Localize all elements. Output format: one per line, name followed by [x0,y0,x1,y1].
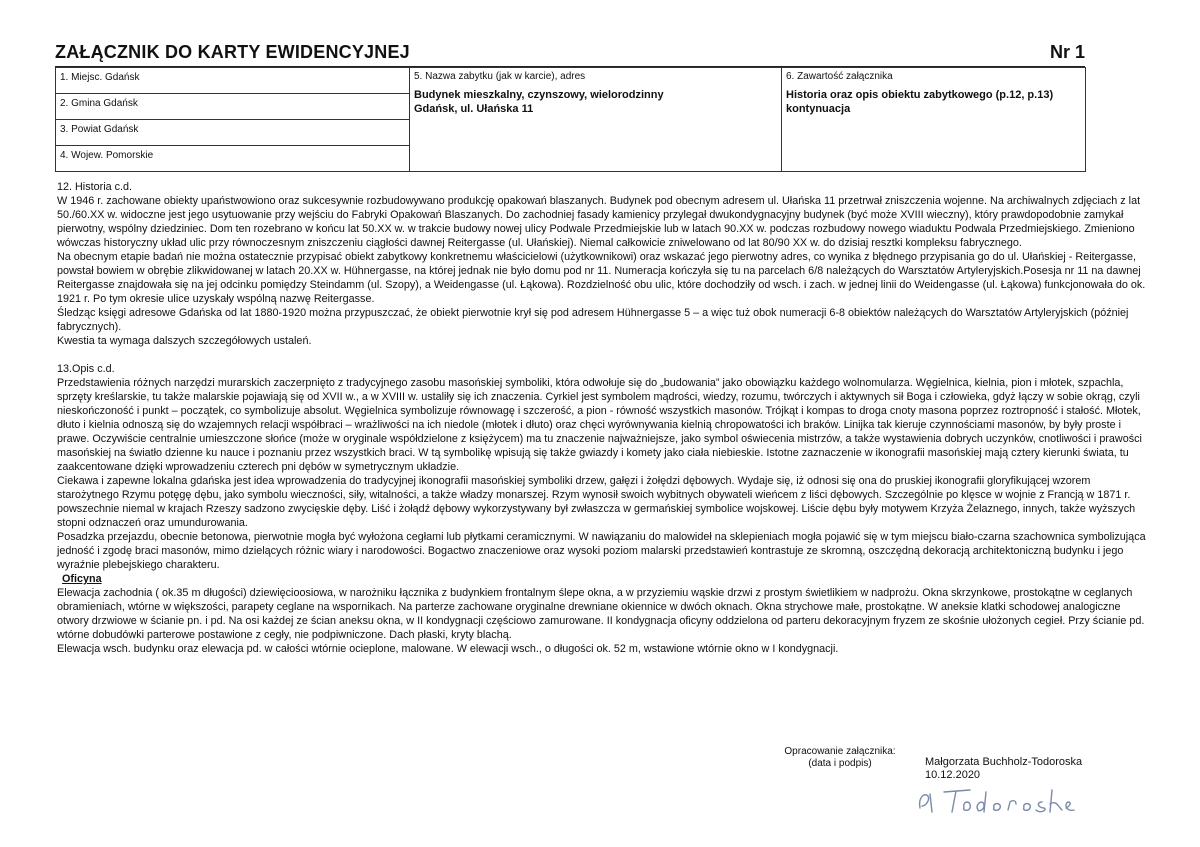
attachment-number: Nr 1 [1049,42,1085,62]
gmina-cell [56,94,410,120]
signature-drawing [912,780,1082,820]
powiat-label: 3. Powiat Gdańsk [60,124,139,135]
metadata-table [55,67,1086,172]
handwritten-signature [912,780,1082,825]
footer-label [770,746,910,770]
document-title: ZAŁĄCZNIK DO KARTY EWIDENCYJNEJ [55,42,410,62]
contents-value-line1: Historia oraz opis obiektu zabytkowego (p.12, p.13) [786,89,1054,101]
wojew-label: 4. Wojew. Pomorskie [60,150,154,161]
monument-label: 5. Nazwa zabytku (jak w karcie), adres [414,71,586,82]
prepared-date: 10.12.2020 [925,769,981,781]
history-paragraph: Na obecnym etapie badań nie można ostatecznie przypisać obiekt zabytkowy konkretnemu właścicielowi (użytkownikowi) oraz wskazać jego pierwotny adres, co wynika z błędnego przypisania go do ul. Ułańskiej - Reitergasse, powstał bowiem w obrębie zlikwidowanej w latach 20.XX w. Hühnergasse, na której jednak nie było domu pod nr 11. Numeracja kończyła się tu na parcelach 6/8 należących do Warsztatów Artyleryjskich.Posesja nr 11 na dawnej Reitergasse znajdowała się na jej odcinku pomiędzy Steindamm (ul. Szopy), a Weidengasse (ul. Łąkowa). Rozdzielność obu ulic, które dochodziły od wsch. i zach. w jednej linii do Weidengasse (ul. Łąkowa) funkcjonowała do ok. 1921 r. Po tym okresie ulice uzyskały wspólną nazwę Reitergasse. [57,251,1146,305]
monument-value-line2: Gdańsk, ul. Ułańska 11 [414,103,534,115]
wojew-cell [56,146,410,172]
description-paragraph: Posadzka przejazdu, obecnie betonowa, pierwotnie mogła być wyłożona cegłami lub płytkami ceramicznymi. W nawiązaniu do malowideł na sklepieniach mogła pojawić się w tym miejscu biało-czarna szachownica symbolizująca jedność i zgodę braci masonów, mimo dzielących różnic wiary i narodowości. Bogactwo znaczeniowe oraz wysoki poziom malarski przedstawień kontrastuje ze skromną, oszczędną dekoracją architektoniczną budynku i jego wyraźnie plebejskiego charakteru. [57,531,1146,571]
author-name: Małgorzata Buchholz-Todoroska [925,756,1083,768]
oficyna-heading: Oficyna [62,573,102,585]
place-label: 1. Miejsc. Gdańsk [60,72,140,83]
description-paragraph: Ciekawa i zapewne lokalna gdańska jest idea wprowadzenia do tradycyjnej ikonografii masońskiej symboliki drzew, gałęzi i żołędzi dębowych. Wydaje się, iż odnosi się ona do pruskiej ikonografii gloryfikującej wzorem starożytnego Rzymu potęgę dębu, jako symbolu wieczności, siły, witalności, a także władzy monarszej. Rzym wynosił swoich wybitnych obywateli wieńcem z liści dębowych. Szczególnie po klęsce w wojnie z Francją w 1871 r. powszechnie niemal w krajach Rzeszy sadzono zwycięskie dęby. Liść i żołądź dębowy wykorzystywany był zwłaszcza w germańskiej symbolice wojskowej. Liście dębu były motywem Krzyża Żelaznego, innych, także wyższych stopni odznaczeń oraz umundurowania. [57,475,1136,529]
footer-author-block [925,756,1082,782]
contents-label: 6. Zawartość załącznika [786,71,893,82]
section-gap [57,348,1147,362]
history-paragraph: W 1946 r. zachowane obiekty upaństwowiono oraz sukcesywnie rozbudowywano produkcję opakowań blaszanych. Budynek pod obecnym adresem ul. Ułańska 11 przetrwał zniszczenia wojenne. Na archiwalnych zdjęciach z lat 50./60.XX w. widoczne jest jego usytuowanie przy wejściu do Fabryki Opakowań Blaszanych. Do zachodniej fasady kamienicy przylegał dwukondygnacyjny budynek (być może XVIII wieczny), który prawdopodobnie zamykał pierwotny, wspólny dziedziniec. Dom ten rozebrano w końcu lat 50.XX w. w trakcie budowy nowej ulicy Podwale Przedmiejskie lub w latach 90.XX w. podczas rozbudowy nowego wiaduktu Podwala Przedmiejskiego. Zmieniono wówczas historyczny układ ulic przy równoczesnym zniszczeniu ciągłości dawnej Reitergasse (ul. Ułańskiej). Niemal całkowicie zniwelowano od lat 80/90 XX w. do dzisiaj resztki kompleksu fabrycznego. [57,195,1141,249]
monument-cell [410,68,782,172]
oficyna-paragraph: Elewacja wsch. budynku oraz elewacja pd. w całości wtórnie ocieplone, malowane. W elewacji wsch., o długości ok. 52 m, wstawione wtórnie okno w I kondygnacji. [57,643,839,655]
document-header [55,38,1085,68]
contents-value-line2: kontynuacja [786,103,851,115]
description-paragraph: Przedstawienia różnych narzędzi murarskich zaczerpnięto z tradycyjnego zasobu masońskiej symboliki, która odwołuje się do „budowania” jako obowiązku każdego wolnomularza. Węgielnica, kielnia, pion i młotek, szpachla, sprzęty kreślarskie, tu także malarskie pojawiają się od XVII w., a w XVIII w. ustaliły się ich znaczenia. Cyrkiel jest symbolem mądrości, wiedzy, rozumu, twórczych i aktywnych sił Boga i człowieka, gdyż łączy w sobie okrąg, czyli nieskończoność i punkt – początek, co symbolizuje absolut. Węgielnica symbolizuje równowagę i szczerość, a pion - równość wszystkich masonów. Trójkąt i kompas to droga cnoty masona poprzez roztropność i stałość. Młotek, dłuto i kielnia odnoszą się do wzajemnych relacji współbraci – wrażliwości na ich niedole (młotek i dłuto) oraz chęci wyrównywania kielnią chropowatości ich braków. Linijka tak kieruje czynnościami masonów, by były proste i prawe. Oczywiście centralnie umieszczone słońce (może w oryginale współdzielone z księżycem) ma tu znaczenie najważniejsze, jako symbol oświecenia mistrzów, a także wystawienia dobrych uczynków, cnotliwości i prawości masońskiej na światło dzienne ku nauce i poznaniu przez wszystkich braci. W tą symbolikę wpisują się także gwiazdy i komety jako ciała niebieskie. Istotne zaznaczenie w ikonografii masońskiej mają cztery kierunki świata, tu zaakcentowane dzięki wprowadzeniu czterech pni dębów w symetrycznym układzie. [57,377,1142,473]
oficyna-paragraph: Elewacja zachodnia ( ok.35 m długości) dziewięcioosiowa, w narożniku łącznika z budynkiem frontalnym ślepe okna, a w przyziemiu wąskie drzwi z prostym świetlikiem w nadprożu. Okna skrzynkowe, prostokątne w ceglanych obramieniach, wtórne w większości, parapety ceglane na wspornikach. Na parterze zachowane oryginalne drewniane okiennice w dwóch oknach. Okna strychowe małe, prostokątne. W aneksie klatki schodowej analogiczne otwory drzwiowe w ścianie pn. i pd. Na osi każdej ze ścian aneksu okna, w II kondygnacji częściowo zamurowane. II kondygnacja oficyny oddzielona od parteru dekoracyjnym fryzem ze skośnie ułożonych cegieł. Przy ścianie pd. wtórne dobudówki parterowe postawione z cegły, nie podpiwniczone. Dach płaski, kryty blachą. [57,587,1145,641]
contents-cell [782,68,1086,172]
place-cell [56,68,410,94]
footer-label-line2: (data i podpis) [808,758,872,769]
history-heading: 12. Historia c.d. [57,181,133,193]
document-body [57,180,1147,656]
history-paragraph: Śledząc księgi adresowe Gdańska od lat 1880-1920 można przypuszczać, że obiekt pierwotnie krył się pod adresem Hühnergasse 5 – a więc tuż obok numeracji 6-8 obiektów należących do Warsztatów Artyleryjskich (później fabrycznych). [57,307,1129,333]
footer-label-line1: Opracowanie załącznika: [784,746,896,757]
monument-value-line1: Budynek mieszkalny, czynszowy, wielorodzinny [414,89,664,101]
description-heading: 13.Opis c.d. [57,363,115,375]
gmina-label: 2. Gmina Gdańsk [60,98,138,109]
monument-value [414,88,777,116]
history-paragraph: Kwestia ta wymaga dalszych szczegółowych ustaleń. [57,335,312,347]
powiat-cell [56,120,410,146]
contents-value [786,88,1081,116]
